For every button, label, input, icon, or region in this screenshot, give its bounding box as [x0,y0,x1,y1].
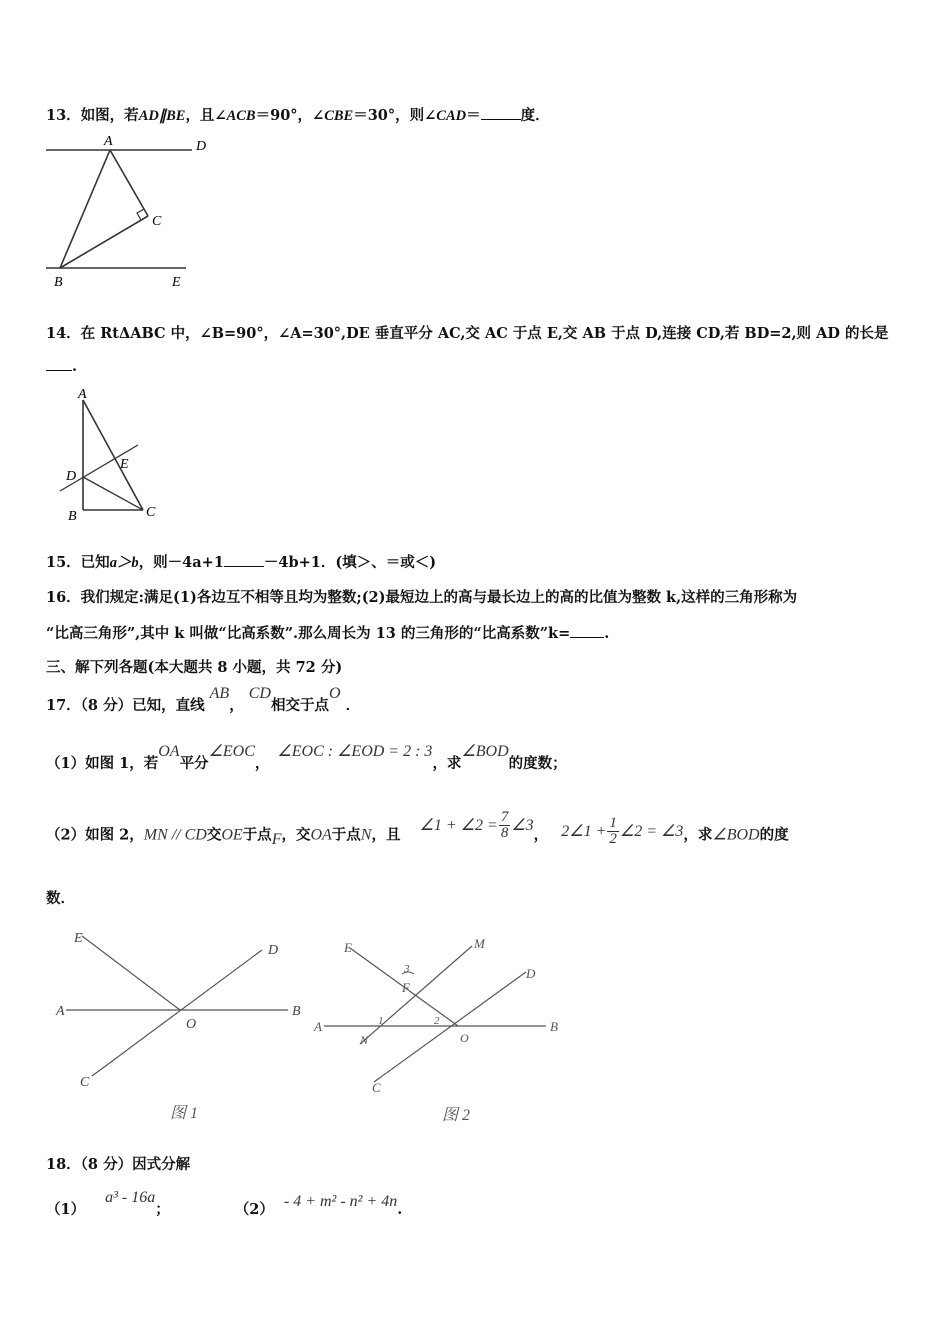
svg-text:2: 2 [434,1015,440,1027]
svg-text:M: M [474,936,485,951]
svg-text:A: A [314,1019,322,1034]
answer-blank [570,625,604,638]
q17-part2-cont: 数． [46,890,75,907]
figure-2-caption: 图 2 [442,1107,471,1124]
svg-text:A: A [78,387,87,402]
q16-line2: “比高三角形”,其中 k 叫做“比高系数”.那么周长为 13 的三角形的“比高系数”k= . [46,625,610,642]
q17-equation-2: 2∠1 + $\frac{1}{2}$ ∠2 = ∠3 [561,815,684,847]
svg-text:C: C [146,505,156,520]
svg-text:B: B [550,1019,558,1034]
svg-text:O: O [460,1031,469,1045]
answer-blank [224,554,264,567]
svg-text:E: E [74,931,83,946]
q13-text: 13．如图，若AD∥BE，且∠ACB＝90°，∠CBE＝30°，则∠CAD＝ 度． [46,107,550,124]
q17-equation-1: ∠1 + ∠2 = $\frac{7}{8}$ ∠3 [419,809,534,841]
svg-text:1: 1 [378,1015,384,1027]
q16-line1: 16．我们规定:满足(1)各边互不相等且均为整数;(2)最短边上的高与最长边上的高的比值为整数 k,这样的三角形称为 [46,589,798,606]
q15-text: 15．已知a＞b，则－4a+1 －4b+1．(填＞、＝或＜) [46,554,437,571]
q13-figure [40,128,220,293]
svg-text:E: E [120,457,129,472]
svg-text:F: F [402,980,410,995]
section-3-heading: 三、解下列各题(本大题共 8 小题，共 72 分) [46,659,343,676]
q14-answer: . [46,358,77,375]
q18-title: 18．（8 分）因式分解 [46,1156,191,1173]
label-b: B [54,275,63,290]
svg-text:D: D [526,966,536,981]
svg-text:A: A [56,1004,65,1019]
q17-figure-2 [310,928,570,1128]
figure-1-caption: 图 1 [170,1105,199,1122]
label-a: A [104,134,113,149]
svg-text:B: B [68,509,77,524]
q17-part1: （1）如图 1，若OA平分∠EOC，∠EOC : ∠EOD = 2 : 3，求∠BOD的度数； [46,743,567,772]
svg-text:E: E [344,940,352,955]
q17-figure-1 [52,928,317,1128]
svg-text:C: C [372,1080,381,1095]
q14-figure [56,388,176,528]
answer-blank [481,107,521,120]
label-d: D [196,139,207,154]
q17-part2: （2）如图 2，MN // CD交OE于点F，交OA于点N，且 ∠1 + ∠2 = $\frac{7}{8}$ ∠3， 2∠1 + $\frac{1}{2}$ ∠2 = ∠3，求∠BOD的度 [46,809,789,848]
label-c: C [152,214,162,229]
q14-text: 14．在 RtΔABC 中，∠B=90°，∠A=30°,DE 垂直平分 AC,交 AC 于点 E,交 AB 于点 D,连接 CD,若 BD=2,则 AD 的长是 [46,325,889,342]
svg-text:D: D [268,943,279,958]
svg-text:D: D [66,469,77,484]
svg-text:O: O [186,1017,197,1032]
svg-text:C: C [80,1075,90,1090]
q18-parts: （1）a³ - 16a； （2） - 4 + m² - n² + 4n. [46,1189,403,1218]
svg-text:N: N [360,1033,369,1047]
answer-blank [46,358,72,371]
svg-text:3: 3 [404,963,410,975]
svg-text:B: B [292,1004,301,1019]
label-e: E [172,275,181,290]
q17-intro: 17．（8 分）已知，直线 AB， CD相交于点O ． [46,685,361,714]
